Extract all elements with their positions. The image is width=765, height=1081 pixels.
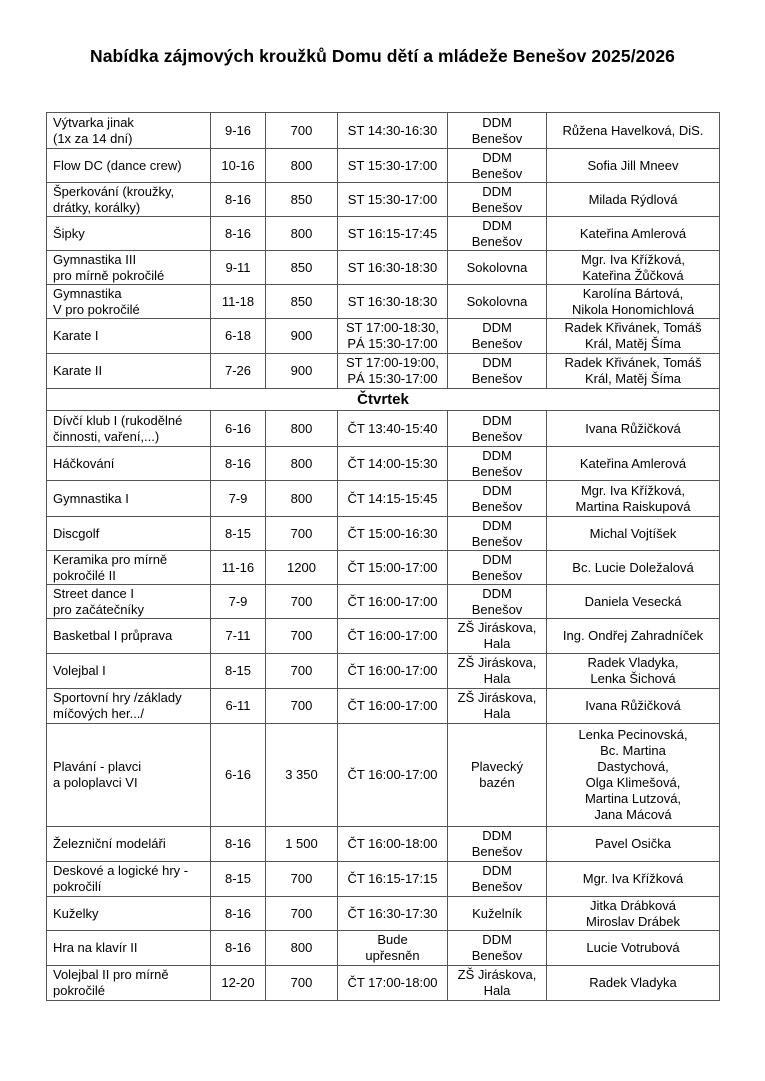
schedule-time: ČT 16:00-17:00 bbox=[338, 585, 448, 619]
table-row bbox=[47, 619, 720, 654]
instructor: Ing. Ondřej Zahradníček bbox=[547, 619, 720, 654]
instructor: Mgr. Iva Křížková bbox=[547, 862, 720, 897]
venue: ZŠ Jiráskova, Hala bbox=[448, 619, 547, 654]
price: 800 bbox=[266, 217, 338, 251]
price: 700 bbox=[266, 113, 338, 149]
schedule-time: ST 14:30-16:30 bbox=[338, 113, 448, 149]
instructor: Radek Vladyka bbox=[547, 966, 720, 1001]
activity-name: Street dance I pro začátečníky bbox=[47, 585, 211, 619]
price: 850 bbox=[266, 285, 338, 319]
activity-name: Gymnastika V pro pokročilé bbox=[47, 285, 211, 319]
instructor: Růžena Havelková, DiS. bbox=[547, 113, 720, 149]
instructor: Milada Rýdlová bbox=[547, 183, 720, 217]
price: 700 bbox=[266, 862, 338, 897]
venue: ZŠ Jiráskova, Hala bbox=[448, 654, 547, 689]
age-range: 8-16 bbox=[211, 183, 266, 217]
instructor: Lucie Votrubová bbox=[547, 931, 720, 966]
age-range: 9-11 bbox=[211, 251, 266, 285]
table-row bbox=[47, 411, 720, 447]
schedule-time: ČT 16:00-18:00 bbox=[338, 827, 448, 862]
schedule-time: ČT 16:00-17:00 bbox=[338, 619, 448, 654]
activity-name: Deskové a logické hry - pokročilí bbox=[47, 862, 211, 897]
instructor: Radek Křivánek, Tomáš Král, Matěj Šíma bbox=[547, 319, 720, 354]
price: 700 bbox=[266, 689, 338, 724]
age-range: 7-9 bbox=[211, 585, 266, 619]
schedule-time: ČT 17:00-18:00 bbox=[338, 966, 448, 1001]
table-row bbox=[47, 724, 720, 827]
table-row bbox=[47, 251, 720, 285]
instructor: Mgr. Iva Křížková, Kateřina Žůčková bbox=[547, 251, 720, 285]
age-range: 7-11 bbox=[211, 619, 266, 654]
age-range: 8-16 bbox=[211, 447, 266, 481]
table-row bbox=[47, 897, 720, 931]
venue: DDM Benešov bbox=[448, 551, 547, 585]
price: 1200 bbox=[266, 551, 338, 585]
instructor: Lenka Pecinovská, Bc. Martina Dastychová, Olga Klimešová, Martina Lutzová, Jana Mácová bbox=[547, 724, 720, 827]
age-range: 6-18 bbox=[211, 319, 266, 354]
instructor: Karolína Bártová, Nikola Honomichlová bbox=[547, 285, 720, 319]
activity-name: Dívčí klub I (rukodělné činnosti, vaření,...) bbox=[47, 411, 211, 447]
table-row bbox=[47, 517, 720, 551]
instructor: Sofia Jill Mneev bbox=[547, 149, 720, 183]
age-range: 11-16 bbox=[211, 551, 266, 585]
venue: DDM Benešov bbox=[448, 217, 547, 251]
activity-name: Karate I bbox=[47, 319, 211, 354]
price: 700 bbox=[266, 654, 338, 689]
schedule-time: ST 17:00-18:30, PÁ 15:30-17:00 bbox=[338, 319, 448, 354]
age-range: 8-16 bbox=[211, 217, 266, 251]
price: 1 500 bbox=[266, 827, 338, 862]
price: 700 bbox=[266, 897, 338, 931]
activity-name: Výtvarka jinak (1x za 14 dní) bbox=[47, 113, 211, 149]
price: 700 bbox=[266, 585, 338, 619]
activity-name: Karate II bbox=[47, 354, 211, 389]
price: 700 bbox=[266, 966, 338, 1001]
activity-name: Plavání - plavci a poloplavci VI bbox=[47, 724, 211, 827]
table-row bbox=[47, 551, 720, 585]
age-range: 6-11 bbox=[211, 689, 266, 724]
venue: DDM Benešov bbox=[448, 183, 547, 217]
instructor: Radek Křivánek, Tomáš Král, Matěj Šíma bbox=[547, 354, 720, 389]
age-range: 12-20 bbox=[211, 966, 266, 1001]
venue: DDM Benešov bbox=[448, 113, 547, 149]
age-range: 8-15 bbox=[211, 862, 266, 897]
age-range: 8-16 bbox=[211, 897, 266, 931]
venue: ZŠ Jiráskova, Hala bbox=[448, 966, 547, 1001]
schedule-time: ST 15:30-17:00 bbox=[338, 149, 448, 183]
instructor: Ivana Růžičková bbox=[547, 689, 720, 724]
activity-name: Kuželky bbox=[47, 897, 211, 931]
age-range: 7-9 bbox=[211, 481, 266, 517]
page-title: Nabídka zájmových kroužků Domu dětí a mládeže Benešov 2025/2026 bbox=[89, 46, 675, 66]
schedule-time: ČT 16:00-17:00 bbox=[338, 654, 448, 689]
age-range: 10-16 bbox=[211, 149, 266, 183]
schedule-time: ST 16:30-18:30 bbox=[338, 285, 448, 319]
schedule-time: Bude upřesněn bbox=[338, 931, 448, 966]
venue: DDM Benešov bbox=[448, 149, 547, 183]
price: 800 bbox=[266, 149, 338, 183]
table-row bbox=[47, 285, 720, 319]
instructor: Kateřina Amlerová bbox=[547, 447, 720, 481]
activity-name: Basketbal I průprava bbox=[47, 619, 211, 654]
table-row bbox=[47, 183, 720, 217]
activity-name: Volejbal I bbox=[47, 654, 211, 689]
price: 850 bbox=[266, 183, 338, 217]
schedule-time: ST 16:15-17:45 bbox=[338, 217, 448, 251]
instructor: Pavel Osička bbox=[547, 827, 720, 862]
table-row bbox=[47, 654, 720, 689]
instructor: Michal Vojtíšek bbox=[547, 517, 720, 551]
instructor: Daniela Vesecká bbox=[547, 585, 720, 619]
schedule-time: ČT 16:00-17:00 bbox=[338, 689, 448, 724]
price: 800 bbox=[266, 447, 338, 481]
price: 700 bbox=[266, 619, 338, 654]
instructor: Bc. Lucie Doležalová bbox=[547, 551, 720, 585]
venue: Sokolovna bbox=[448, 285, 547, 319]
venue: DDM Benešov bbox=[448, 585, 547, 619]
age-range: 6-16 bbox=[211, 724, 266, 827]
schedule-table bbox=[46, 112, 720, 1001]
schedule-time: ČT 16:30-17:30 bbox=[338, 897, 448, 931]
schedule-time: ČT 13:40-15:40 bbox=[338, 411, 448, 447]
price: 800 bbox=[266, 931, 338, 966]
venue: DDM Benešov bbox=[448, 481, 547, 517]
schedule-time: ČT 14:15-15:45 bbox=[338, 481, 448, 517]
age-range: 8-15 bbox=[211, 517, 266, 551]
table-row bbox=[47, 149, 720, 183]
instructor: Jitka Drábková Miroslav Drábek bbox=[547, 897, 720, 931]
schedule-time: ČT 16:15-17:15 bbox=[338, 862, 448, 897]
table-row bbox=[47, 354, 720, 389]
activity-name: Háčkování bbox=[47, 447, 211, 481]
table-row bbox=[47, 447, 720, 481]
price: 700 bbox=[266, 517, 338, 551]
venue: DDM Benešov bbox=[448, 931, 547, 966]
table-row bbox=[47, 689, 720, 724]
table-row bbox=[47, 481, 720, 517]
day-header-row bbox=[47, 389, 720, 411]
activity-name: Železniční modeláři bbox=[47, 827, 211, 862]
schedule-time: ST 16:30-18:30 bbox=[338, 251, 448, 285]
table-row bbox=[47, 931, 720, 966]
venue: Sokolovna bbox=[448, 251, 547, 285]
activity-name: Discgolf bbox=[47, 517, 211, 551]
schedule-time: ČT 16:00-17:00 bbox=[338, 724, 448, 827]
table-row bbox=[47, 319, 720, 354]
schedule-time: ČT 15:00-17:00 bbox=[338, 551, 448, 585]
schedule-time: ST 17:00-19:00, PÁ 15:30-17:00 bbox=[338, 354, 448, 389]
age-range: 8-16 bbox=[211, 931, 266, 966]
table-row bbox=[47, 862, 720, 897]
schedule-time: ČT 15:00-16:30 bbox=[338, 517, 448, 551]
venue: Kuželník bbox=[448, 897, 547, 931]
instructor: Radek Vladyka, Lenka Šichová bbox=[547, 654, 720, 689]
age-range: 9-16 bbox=[211, 113, 266, 149]
venue: DDM Benešov bbox=[448, 447, 547, 481]
instructor: Mgr. Iva Křížková, Martina Raiskupová bbox=[547, 481, 720, 517]
venue: DDM Benešov bbox=[448, 862, 547, 897]
venue: DDM Benešov bbox=[448, 411, 547, 447]
table-row bbox=[47, 585, 720, 619]
venue: DDM Benešov bbox=[448, 319, 547, 354]
activity-name: Hra na klavír II bbox=[47, 931, 211, 966]
table-row bbox=[47, 113, 720, 149]
table-row bbox=[47, 217, 720, 251]
table-row bbox=[47, 827, 720, 862]
price: 900 bbox=[266, 354, 338, 389]
venue: DDM Benešov bbox=[448, 827, 547, 862]
venue: ZŠ Jiráskova, Hala bbox=[448, 689, 547, 724]
activity-name: Keramika pro mírně pokročilé II bbox=[47, 551, 211, 585]
activity-name: Šperkování (kroužky, drátky, korálky) bbox=[47, 183, 211, 217]
schedule-time: ST 15:30-17:00 bbox=[338, 183, 448, 217]
day-header: Čtvrtek bbox=[47, 389, 720, 411]
age-range: 7-26 bbox=[211, 354, 266, 389]
price: 800 bbox=[266, 411, 338, 447]
activity-name: Gymnastika I bbox=[47, 481, 211, 517]
venue: DDM Benešov bbox=[448, 354, 547, 389]
activity-name: Gymnastika III pro mírně pokročilé bbox=[47, 251, 211, 285]
price: 800 bbox=[266, 481, 338, 517]
activity-name: Šipky bbox=[47, 217, 211, 251]
price: 900 bbox=[266, 319, 338, 354]
age-range: 8-15 bbox=[211, 654, 266, 689]
table-row bbox=[47, 966, 720, 1001]
price: 850 bbox=[266, 251, 338, 285]
price: 3 350 bbox=[266, 724, 338, 827]
instructor: Kateřina Amlerová bbox=[547, 217, 720, 251]
age-range: 6-16 bbox=[211, 411, 266, 447]
venue: Plavecký bazén bbox=[448, 724, 547, 827]
activity-name: Volejbal II pro mírně pokročilé bbox=[47, 966, 211, 1001]
age-range: 8-16 bbox=[211, 827, 266, 862]
venue: DDM Benešov bbox=[448, 517, 547, 551]
activity-name: Sportovní hry /základy míčových her.../ bbox=[47, 689, 211, 724]
activity-name: Flow DC (dance crew) bbox=[47, 149, 211, 183]
schedule-time: ČT 14:00-15:30 bbox=[338, 447, 448, 481]
instructor: Ivana Růžičková bbox=[547, 411, 720, 447]
age-range: 11-18 bbox=[211, 285, 266, 319]
